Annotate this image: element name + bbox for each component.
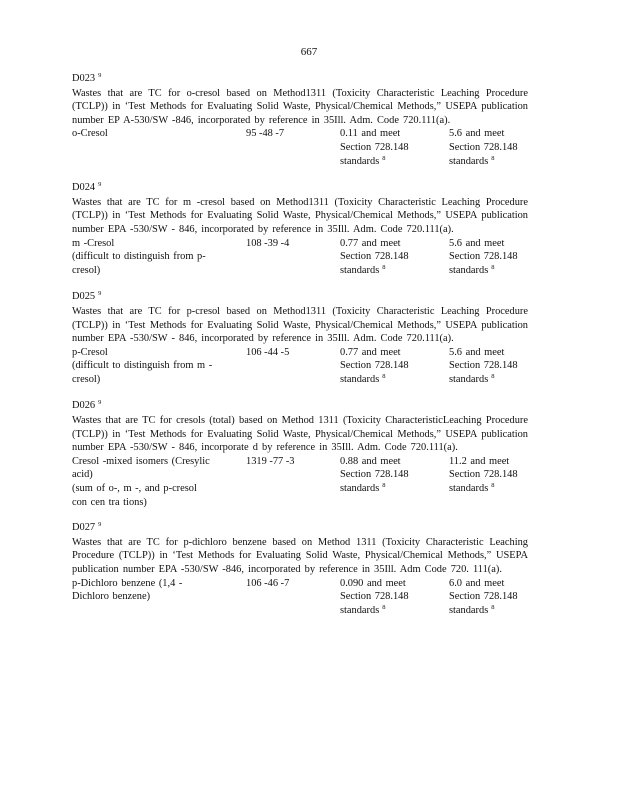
- constituent-name: [72, 455, 246, 509]
- constituent-name-line: Cresol -mixed isomers (Cresylic: [72, 455, 210, 467]
- standard-value: 0.090 and meet: [340, 577, 406, 589]
- constituent-name-line: p-Dichloro benzene (1,4 -: [72, 577, 183, 589]
- wastewater-standard: [340, 577, 449, 619]
- standard-text: standards: [340, 604, 380, 616]
- standard-value: 5.6 and meet: [449, 237, 505, 249]
- cas-number: 1319 -77 -3: [246, 455, 295, 467]
- footnote-marker: 8: [491, 154, 495, 162]
- footnote-marker: 9: [98, 521, 102, 529]
- standard-label: [340, 604, 449, 619]
- standard-value: 11.2 and meet: [449, 455, 510, 467]
- wastewater-standard: [340, 237, 449, 279]
- constituent-row: [72, 346, 528, 388]
- standard-text: standards: [340, 264, 380, 276]
- page-number: 667: [300, 46, 318, 58]
- wastewater-standard: [340, 127, 449, 169]
- constituent-name-line: (difficult to distinguish from m -: [72, 360, 213, 372]
- constituent-row: [72, 577, 528, 619]
- standard-text: standards: [340, 373, 380, 385]
- waste-code: D024: [72, 182, 96, 194]
- wastewater-standard: [340, 455, 449, 497]
- standard-section: Section 728.148: [449, 469, 518, 481]
- footnote-marker: 8: [491, 263, 495, 271]
- cas-number: 108 -39 -4: [246, 237, 290, 249]
- constituent-name-line: (difficult to distinguish from p-: [72, 251, 206, 263]
- cas-number: 106 -46 -7: [246, 577, 290, 589]
- waste-entry-d025: [72, 290, 528, 387]
- standard-value: 0.11 and meet: [340, 128, 401, 140]
- waste-code: D026: [72, 400, 96, 412]
- standard-section: Section 728.148: [340, 251, 409, 263]
- footnote-marker: 8: [491, 372, 495, 380]
- waste-code-heading: [72, 399, 528, 414]
- footnote-marker: 8: [382, 603, 386, 611]
- standard-label: [449, 604, 528, 619]
- waste-entry-d026: [72, 399, 528, 509]
- constituent-name: [72, 346, 246, 387]
- constituent-name-line: p-Cresol: [72, 346, 108, 358]
- footnote-marker: 9: [98, 72, 102, 79]
- footnote-marker: 8: [382, 154, 386, 162]
- wastewater-standard: [340, 346, 449, 388]
- constituent-name-line: cresol): [72, 264, 101, 276]
- standard-section: Section 728.148: [340, 469, 409, 481]
- standard-value: 5.6 and meet: [449, 346, 505, 358]
- waste-code: D027: [72, 522, 96, 534]
- standard-section: Section 728.148: [449, 591, 518, 603]
- waste-code: D025: [72, 291, 96, 303]
- footnote-marker: 9: [98, 290, 102, 298]
- nonwastewater-standard: [449, 577, 528, 619]
- footnote-marker: 8: [382, 263, 386, 271]
- waste-code-heading: [72, 72, 528, 87]
- footnote-marker: 9: [98, 399, 102, 407]
- standard-section: Section 728.148: [340, 591, 409, 603]
- waste-code-heading: [72, 181, 528, 196]
- waste-description: Wastes that are TC for m -cresol based on Method1311 (Toxicity Characteristic Leaching Procedure (TCLP)) in ‘Test Methods for Evaluating Solid Waste, Physical/Chemical Methods,” USEPA publication number EPA -530/SW - 846, incorporated by reference in 35Ill. Adm. Code 720.111(a).: [72, 196, 528, 235]
- waste-description: Wastes that are TC for p-cresol based on Method1311 (Toxicity Characteristic Leaching Procedure (TCLP)) in ‘Test Methods for Evaluating Solid Waste, Physical/Chemical Methods,” USEPA publication number EPA -530/SW - 846, incorporated by reference in 35Ill. Adm. Code 720.111(a).: [72, 305, 528, 345]
- standard-value: 0.88 and meet: [340, 455, 401, 467]
- standard-section: Section 728.148: [449, 141, 518, 153]
- standard-label: [340, 373, 449, 388]
- standard-label: [449, 373, 528, 388]
- standard-value: 0.77 and meet: [340, 237, 401, 249]
- waste-entry-d024: [72, 181, 528, 278]
- constituent-row: [72, 127, 528, 169]
- nonwastewater-standard: [449, 127, 528, 169]
- standard-label: [340, 482, 449, 497]
- constituent-row: [72, 455, 528, 509]
- waste-description: Wastes that are TC for cresols (total) based on Method 1311 (Toxicity CharacteristicLeaching Procedure (TCLP)) in ‘Test Methods for Evaluating Solid Waste, Physical/Chemical Methods,” USEPA publication number EPA -530/SW - 846, incorporate d by reference in 35Ill. Adm. Code 720.111(a).: [72, 415, 528, 454]
- standard-text: standards: [449, 264, 489, 276]
- waste-entry-d023: [72, 72, 528, 169]
- waste-description: Wastes that are TC for o-cresol based on Method1311 (Toxicity Characteristic Leaching Procedure (TCLP)) in ‘Test Methods for Evaluating Solid Waste, Physical/Chemical Methods,” USEPA publication number EP A-530/SW -846, incorporated by reference in 35Ill. Adm. Code 720.111(a).: [72, 87, 528, 126]
- standard-label: [449, 482, 528, 497]
- standard-value: 6.0 and meet: [449, 577, 505, 589]
- footnote-marker: 8: [382, 372, 386, 380]
- standard-text: standards: [449, 604, 489, 616]
- constituent-name: [72, 237, 246, 278]
- cas-number: 95 -48 -7: [246, 128, 285, 140]
- standard-text: standards: [449, 373, 489, 385]
- document-body: [72, 72, 528, 630]
- constituent-name-line: Dichloro benzene): [72, 591, 151, 603]
- standard-label: [449, 264, 528, 279]
- standard-text: standards: [449, 483, 489, 495]
- footnote-marker: 8: [382, 482, 386, 490]
- waste-code-heading: [72, 290, 528, 305]
- standard-text: standards: [340, 155, 380, 167]
- nonwastewater-standard: [449, 346, 528, 388]
- constituent-name: [72, 127, 246, 141]
- footnote-marker: 8: [491, 482, 495, 490]
- standard-label: [449, 155, 528, 170]
- standard-section: Section 728.148: [340, 360, 409, 372]
- constituent-row: [72, 237, 528, 279]
- waste-code: D023: [72, 73, 96, 84]
- nonwastewater-standard: [449, 237, 528, 279]
- standard-section: Section 728.148: [340, 141, 409, 153]
- standard-label: [340, 155, 449, 170]
- waste-code-heading: [72, 521, 528, 536]
- constituent-name-line: (sum of o-, m -, and p-cresol: [72, 483, 197, 495]
- waste-description: Wastes that are TC for p-dichloro benzene based on Method 1311 (Toxicity Characteristic Leaching Procedure (TCLP)) in ‘Test Methods for Evaluating Solid Waste, Physical/Chemical Methods,” USEPA publication number EPA -530/SW -846, incorporated by reference in 35Ill. Adm Code 720. 111(a).: [72, 536, 528, 575]
- standard-label: [340, 264, 449, 279]
- standard-value: 0.77 and meet: [340, 346, 401, 358]
- constituent-name-line: m -Cresol: [72, 237, 115, 249]
- standard-section: Section 728.148: [449, 360, 518, 372]
- footnote-marker: 8: [491, 603, 495, 611]
- constituent-name-line: con cen tra tions): [72, 496, 147, 508]
- nonwastewater-standard: [449, 455, 528, 497]
- constituent-name: [72, 577, 246, 604]
- standard-value: 5.6 and meet: [449, 128, 505, 140]
- standard-text: standards: [449, 155, 489, 167]
- constituent-name-line: cresol): [72, 373, 101, 385]
- constituent-name-line: acid): [72, 469, 93, 481]
- waste-entry-d027: [72, 521, 528, 618]
- constituent-name-line: o-Cresol: [72, 128, 108, 140]
- footnote-marker: 9: [98, 181, 102, 189]
- standard-text: standards: [340, 483, 380, 495]
- standard-section: Section 728.148: [449, 251, 518, 263]
- cas-number: 106 -44 -5: [246, 346, 290, 358]
